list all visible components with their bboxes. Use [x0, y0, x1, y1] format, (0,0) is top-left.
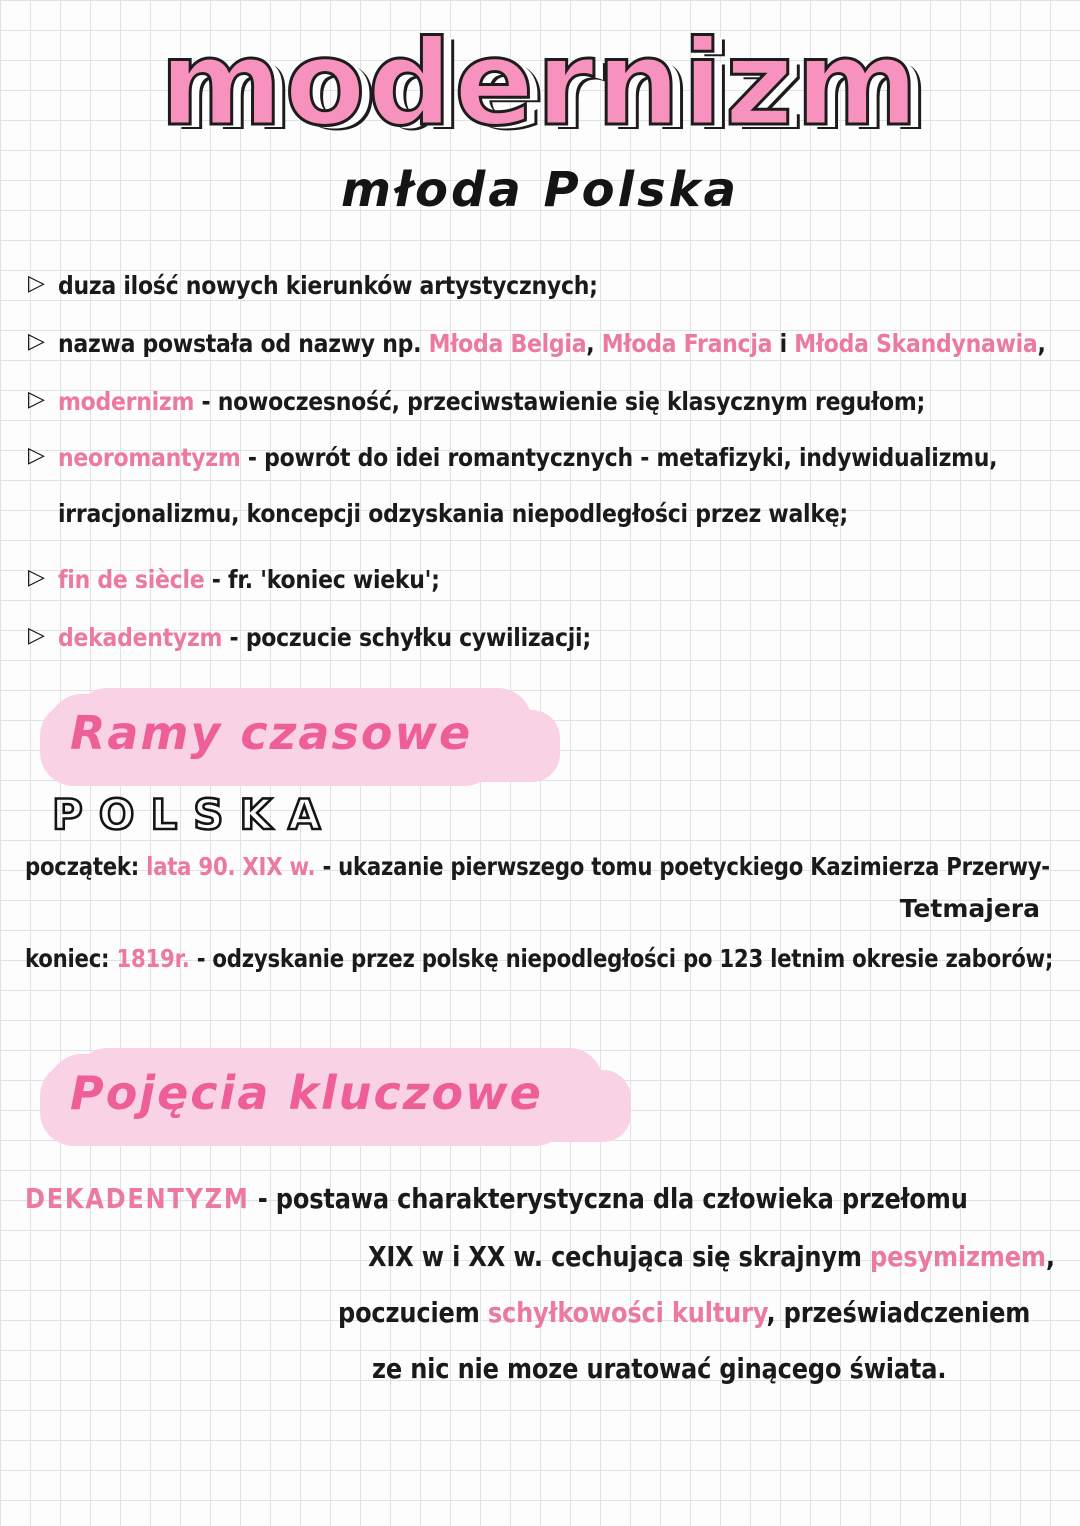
triangle-bullet-icon: ▷	[28, 387, 45, 412]
country-heading-polska: POLSKA	[52, 790, 337, 839]
definition-line-4: ze nic nie moze uratować ginącego świata.	[372, 1352, 947, 1385]
definition-line-1: DEKADENTYZM - postawa charakterystyczna dla człowieka przełomu	[25, 1182, 968, 1215]
section-heading-ramy-czasowe: Ramy czasowe	[48, 694, 506, 778]
bullet-text: nazwa powstała od nazwy np. Młoda Belgia, Młoda Francja i Młoda Skandynawia,	[58, 329, 1046, 358]
bullet-item	[28, 552, 492, 608]
bullet-text: modernizm - nowoczesność, przeciwstawienie się klasycznym regułom;	[58, 387, 926, 416]
timeframe-end-line: koniec: 1819r. - odzyskanie przez polskę niepodległości po 123 letnim okresie zaborów;	[25, 944, 1054, 973]
bullet-item	[28, 610, 664, 666]
definition-line-2: XIX w i XX w. cechująca się skrajnym pesymizmem,	[368, 1240, 1055, 1273]
page-subtitle: młoda Polska	[341, 162, 739, 218]
triangle-bullet-icon: ▷	[28, 443, 45, 468]
triangle-bullet-icon: ▷	[28, 623, 45, 648]
page-title: modernizm	[159, 14, 921, 152]
bullet-text: duza ilość nowych kierunków artystycznych;	[58, 271, 598, 300]
bullet-item	[28, 374, 1043, 430]
bullet-text: dekadentyzm - poczucie schyłku cywilizacji;	[58, 623, 591, 652]
triangle-bullet-icon: ▷	[28, 271, 45, 296]
bullet-item	[28, 258, 671, 314]
triangle-bullet-icon: ▷	[28, 565, 45, 590]
bullet-item	[28, 430, 1080, 542]
bullet-text: fin de siècle - fr. 'koniec wieku';	[58, 565, 440, 594]
timeframe-start-continuation: Tetmajera	[899, 894, 1040, 923]
definition-line-3: poczuciem schyłkowości kultury, przeświadczeniem	[338, 1296, 1031, 1329]
section-heading-pojecia-kluczowe: Pojęcia kluczowe	[48, 1054, 577, 1138]
bullet-text: neoromantyzm - powrót do idei romantycznych - metafizyki, indywidualizmu, irracjonalizmu, koncepcji odzyskania niepodległości przez walkę;	[58, 443, 998, 528]
definition-term: DEKADENTYZM	[25, 1182, 250, 1215]
bullet-item	[28, 316, 1080, 372]
triangle-bullet-icon: ▷	[28, 329, 45, 354]
timeframe-start-line: początek: lata 90. XIX w. - ukazanie pierwszego tomu poetyckiego Kazimierza Przerwy-	[25, 852, 1050, 881]
